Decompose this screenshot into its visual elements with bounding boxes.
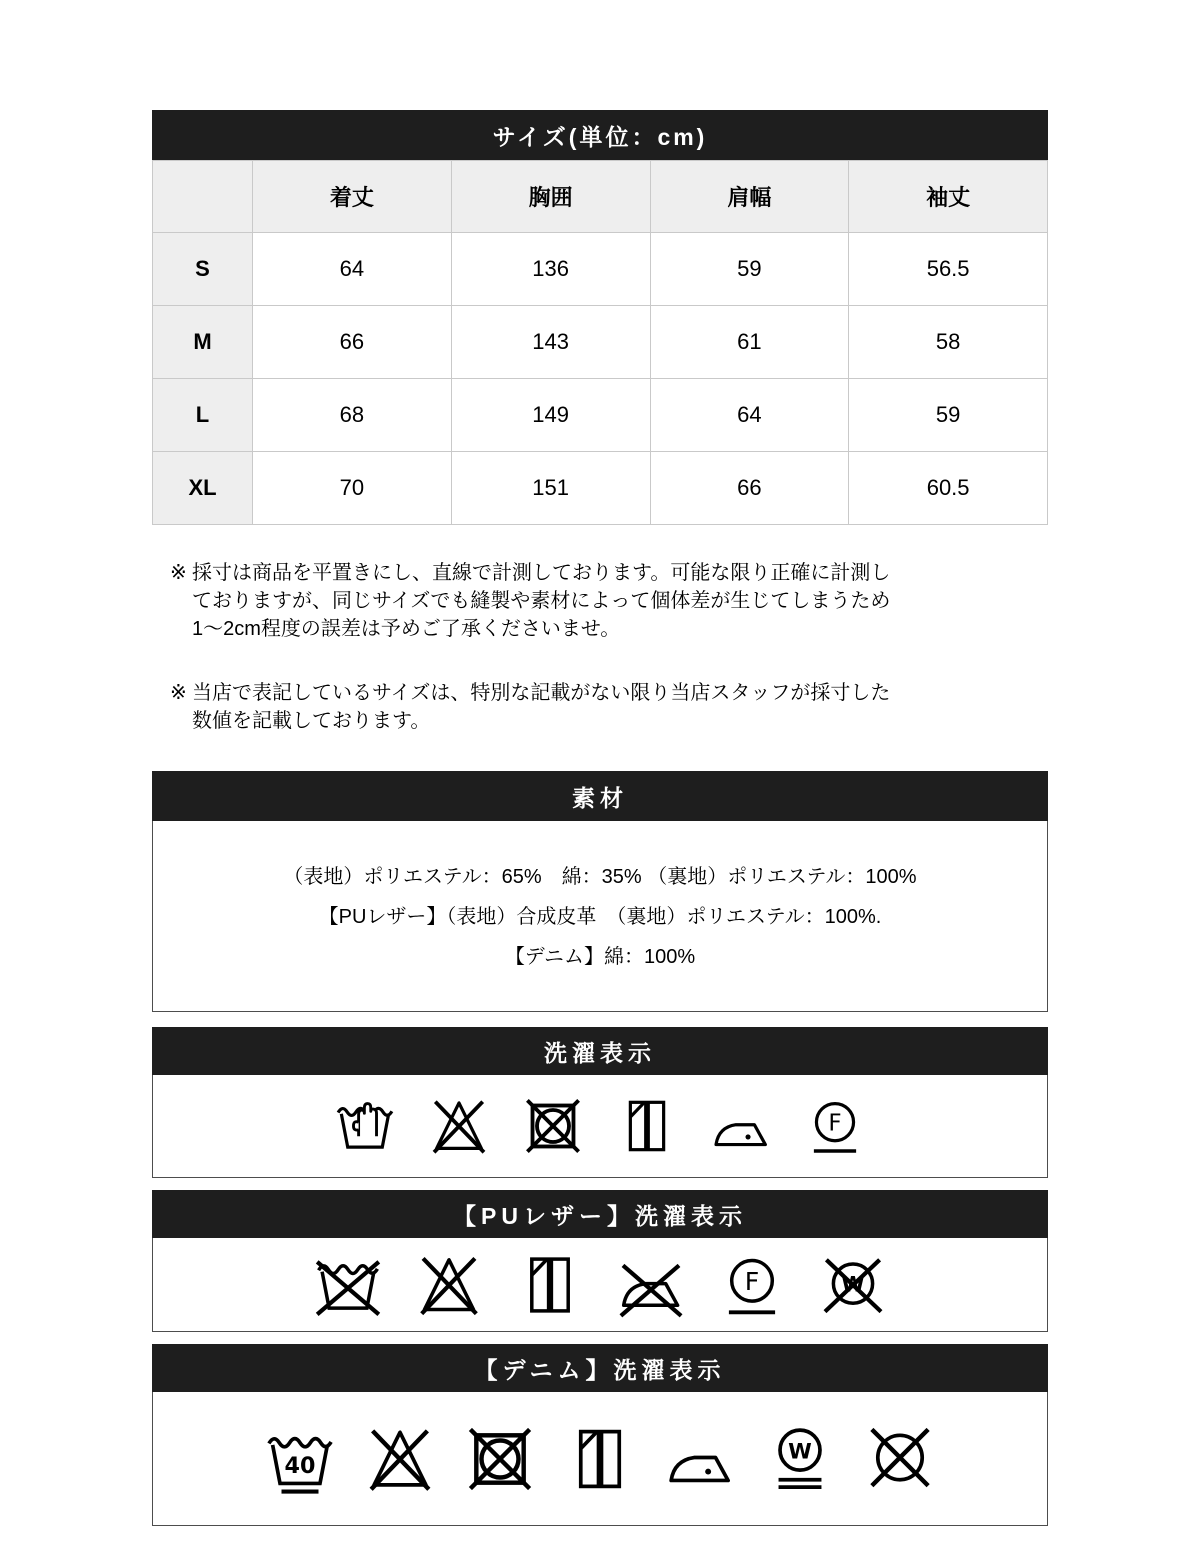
size-value: 60.5: [849, 452, 1048, 525]
size-value: 136: [451, 233, 650, 306]
size-chart-title: サイズ(単位：cm): [492, 123, 708, 150]
do-not-iron-icon: [616, 1250, 686, 1320]
care-title: 洗濯表示: [544, 1039, 656, 1066]
care-title-bar: [152, 1190, 1048, 1238]
size-chart-section: [152, 110, 1048, 525]
svg-text:W: W: [840, 1271, 865, 1296]
size-row-m: [153, 306, 1048, 379]
size-label: XL: [153, 452, 253, 525]
size-value: 151: [451, 452, 650, 525]
measurement-notes: [152, 559, 1048, 735]
svg-text:F: F: [744, 1266, 759, 1296]
size-value: 56.5: [849, 233, 1048, 306]
do-not-bleach-icon: [414, 1250, 484, 1320]
hand-wash-icon: [333, 1094, 397, 1158]
size-value: 64: [253, 233, 452, 306]
size-value: 143: [451, 306, 650, 379]
size-value: 66: [650, 452, 849, 525]
svg-text:W: W: [788, 1438, 812, 1464]
size-value: 58: [849, 306, 1048, 379]
size-label: S: [153, 233, 253, 306]
do-not-bleach-icon: [427, 1094, 491, 1158]
wet-clean-very-gentle-icon: [763, 1422, 837, 1496]
size-value: 59: [650, 233, 849, 306]
dry-clean-petroleum-gentle-icon: [717, 1250, 787, 1320]
do-not-tumble-dry-icon: [521, 1094, 585, 1158]
size-chart-title-bar: [152, 110, 1048, 160]
do-not-wet-clean-icon: [818, 1250, 888, 1320]
material-line: 【デニム】綿：100%: [504, 946, 696, 968]
size-chart-table: [152, 160, 1048, 525]
material-body: [153, 821, 1047, 1011]
material-section: [152, 771, 1048, 1012]
note-line: 1〜2cm程度の誤差は予めご了承くださいませ。: [192, 618, 621, 640]
care-section-main: [152, 1027, 1048, 1178]
do-not-dry-clean-icon: [863, 1422, 937, 1496]
size-value: 70: [253, 452, 452, 525]
material-title: 素材: [572, 784, 628, 811]
size-row-l: [153, 379, 1048, 452]
size-value: 61: [650, 306, 849, 379]
material-line: （表地）ポリエステル：65% 綿：35% （裏地）ポリエステル：100%: [283, 866, 917, 888]
iron-low-icon: [663, 1422, 737, 1496]
material-line: 【PUレザー】（表地）合成皮革 （裏地）ポリエステル：100%.: [318, 906, 882, 928]
size-row-xl: [153, 452, 1048, 525]
note-marker: ※: [170, 562, 187, 584]
column-header-chest: 胸囲: [451, 161, 650, 233]
care-symbols-row: [153, 1392, 1047, 1525]
size-row-s: [153, 233, 1048, 306]
note-marker: ※: [170, 682, 187, 704]
size-value: 149: [451, 379, 650, 452]
size-label: M: [153, 306, 253, 379]
line-dry-in-shade-icon: [615, 1094, 679, 1158]
size-value: 59: [849, 379, 1048, 452]
care-title-bar: [152, 1027, 1048, 1075]
do-not-wash-icon: [313, 1250, 383, 1320]
note-staff-measured: [170, 679, 1048, 735]
size-label: L: [153, 379, 253, 452]
care-section-pu-leather: [152, 1190, 1048, 1332]
note-line: 当店で表記しているサイズは、特別な記載がない限り当店スタッフが採寸した: [192, 682, 891, 704]
column-header-shoulder: 肩幅: [650, 161, 849, 233]
iron-low-icon: [709, 1094, 773, 1158]
dry-clean-petroleum-gentle-icon: [803, 1094, 867, 1158]
corner-cell: [153, 161, 253, 233]
care-title: 【PUレザー】洗濯表示: [453, 1202, 747, 1229]
note-line: 数値を記載しております。: [192, 710, 431, 732]
note-measurement-accuracy: [170, 559, 1048, 643]
care-symbols-row: [153, 1238, 1047, 1331]
care-title: 【デニム】洗濯表示: [474, 1356, 726, 1383]
size-value: 68: [253, 379, 452, 452]
svg-text:F: F: [828, 1110, 842, 1137]
do-not-tumble-dry-icon: [463, 1422, 537, 1496]
note-line: ておりますが、同じサイズでも縫製や素材によって個体差が生じてしまうため: [192, 590, 891, 612]
column-header-sleeve: 袖丈: [849, 161, 1048, 233]
size-value: 66: [253, 306, 452, 379]
care-title-bar: [152, 1344, 1048, 1392]
line-dry-in-shade-icon: [563, 1422, 637, 1496]
care-symbols-row: [153, 1075, 1047, 1177]
line-dry-in-shade-icon: [515, 1250, 585, 1320]
svg-text:40: 40: [284, 1452, 316, 1479]
do-not-bleach-icon: [363, 1422, 437, 1496]
wash-40-gentle-icon: [263, 1422, 337, 1496]
note-line: 採寸は商品を平置きにし、直線で計測しております。可能な限り正確に計測し: [192, 562, 891, 584]
column-header-body-length: 着丈: [253, 161, 452, 233]
care-section-denim: [152, 1344, 1048, 1526]
product-spec-content: [152, 0, 1048, 1526]
size-value: 64: [650, 379, 849, 452]
material-title-bar: [152, 771, 1048, 821]
size-chart-header-row: [153, 161, 1048, 233]
